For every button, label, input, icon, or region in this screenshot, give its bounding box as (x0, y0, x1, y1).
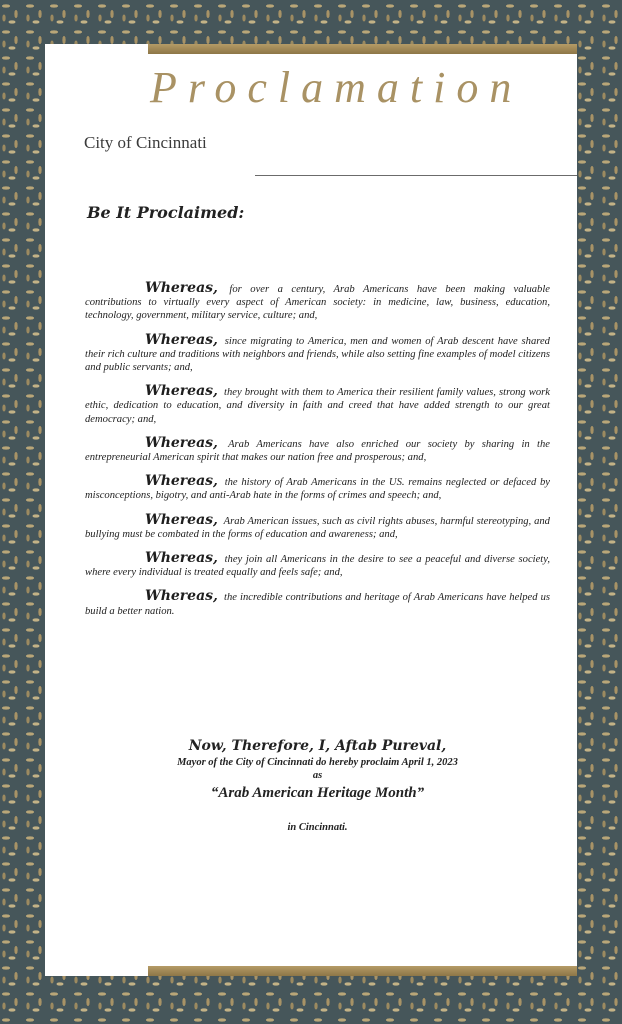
whereas-paragraph-1 (85, 282, 550, 323)
whereas-lead: Whereas, (145, 383, 218, 400)
whereas-lead: Whereas, (145, 511, 218, 528)
whereas-paragraph-2 (85, 331, 550, 375)
heritage-month-title: “Arab American Heritage Month” (210, 785, 425, 801)
in-cincinnati-line: in Cincinnati. (287, 822, 348, 833)
whereas-paragraph-7 (85, 552, 550, 579)
whereas-lead: Whereas, (145, 280, 218, 296)
whereas-lead: Whereas, (145, 550, 218, 567)
whereas-text: for over a century, Arab Americans have been making valuable contributions to virtually every aspect of American society: in medicine, law, business, education, technology, government, military service, culture; and, (85, 284, 550, 322)
title-divider (255, 175, 577, 176)
whereas-lead: Whereas, (145, 473, 218, 490)
whereas-paragraph-5 (85, 475, 550, 502)
whereas-paragraph-6 (85, 511, 550, 541)
mayor-proclaim-line: Mayor of the City of Cincinnati do hereby proclaim April 1, 2023 (177, 757, 458, 768)
whereas-text: they brought with them to America their resilient family values, strong work ethic, dedication to education, and diversity in faith and creed that have added strength to our great democracy; and, (85, 387, 550, 425)
whereas-text: the history of Arab Americans in the US. remains neglected or defaced by misconceptions, bigotry, and anti-Arab hate in the forms of crimes and speech; and, (85, 477, 550, 502)
whereas-lead: Whereas, (145, 588, 218, 605)
proclamation-closing (85, 736, 550, 834)
whereas-text: Arab Americans have also enriched our society by sharing in the entrepreneurial American spirit that makes our nation free and prosperous; and, (85, 438, 550, 464)
whereas-text: they join all Americans in the desire to see a peaceful and diverse society, where every individual is treated equally and feels safe; and, (85, 554, 551, 579)
city-name: City of Cincinnati (84, 133, 207, 152)
whereas-lead: Whereas, (145, 434, 218, 451)
now-therefore-line: Now, Therefore, I, Aftab Pureval, (188, 738, 447, 754)
whereas-text: since migrating to America, men and women of Arab descent have shared their rich culture and traditions with neighbors and friends, while also setting fine examples of model citizens and public servants; and, (85, 335, 550, 374)
as-line: as (312, 770, 323, 781)
be-it-proclaimed-heading: Be It Proclaimed: (87, 203, 245, 222)
gold-band-bottom (148, 966, 577, 976)
proclamation-title: Proclamation (150, 63, 523, 112)
whereas-text: Arab American issues, such as civil rights abuses, harmful stereotyping, and bullying must be combated in the forms of education and awareness; and, (85, 515, 550, 540)
whereas-lead: Whereas, (145, 331, 218, 348)
whereas-clauses (85, 282, 550, 629)
whereas-text: the incredible contributions and heritage of Arab Americans have helped us build a better nation. (85, 592, 551, 617)
whereas-paragraph-8 (85, 590, 550, 617)
whereas-paragraph-3 (85, 385, 550, 426)
whereas-paragraph-4 (85, 434, 550, 464)
gold-band-top (148, 44, 577, 54)
